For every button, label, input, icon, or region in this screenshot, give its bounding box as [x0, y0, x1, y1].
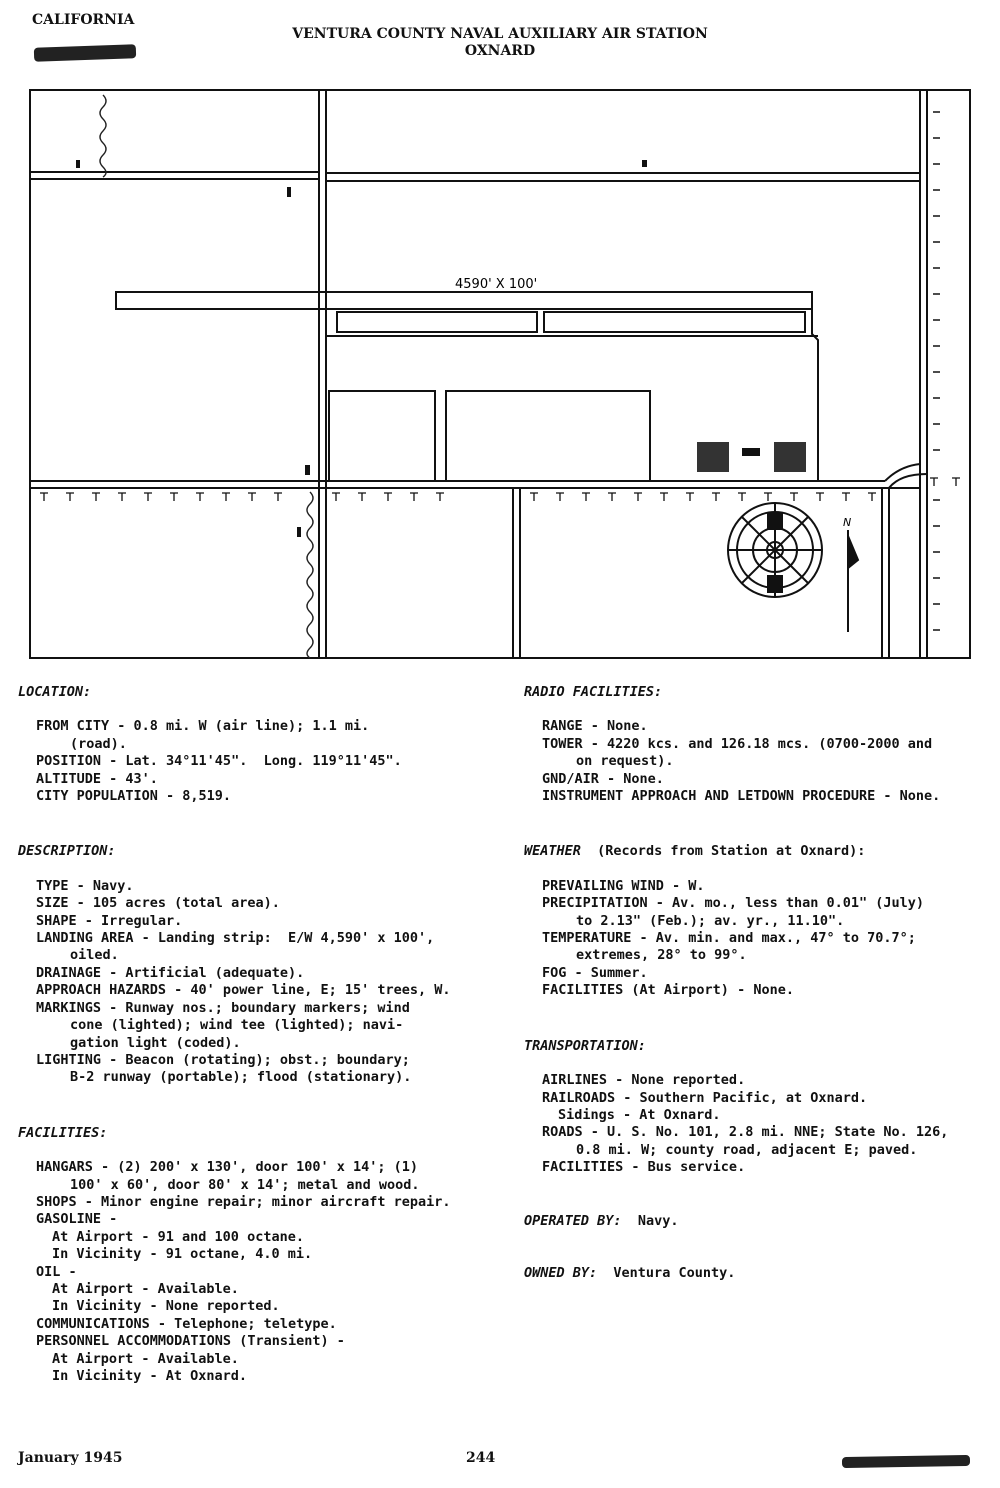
- facilities-line: 100' x 60', door 80' x 14'; metal and wood.: [70, 1176, 420, 1193]
- facilities-section: [36, 1159, 498, 1385]
- facilities-line: OIL -: [36, 1263, 77, 1280]
- north-label: N: [843, 516, 852, 529]
- radio-line: RANGE - None.: [542, 718, 648, 735]
- facilities-line: In Vicinity - 91 octane, 4.0 mi.: [52, 1246, 313, 1263]
- facilities-line: GASOLINE -: [36, 1211, 118, 1228]
- title-line-2: OXNARD: [464, 43, 536, 59]
- hangar: [697, 442, 729, 472]
- page-number: 244: [466, 1450, 496, 1466]
- location-section: [36, 718, 498, 805]
- transportation-line: AIRLINES - None reported.: [542, 1072, 746, 1089]
- facilities-line: HANGARS - (2) 200' x 130', door 100' x 14'; (1): [36, 1159, 419, 1176]
- facilities-line: At Airport - Available.: [52, 1350, 239, 1367]
- description-line: cone (lighted); wind tee (lighted); navi-: [70, 1017, 404, 1034]
- transportation-line: 0.8 mi. W; county road, adjacent E; paved.: [576, 1141, 918, 1158]
- transportation-heading: TRANSPORTATION:: [524, 1037, 646, 1054]
- radio-line: GND/AIR - None.: [542, 770, 664, 787]
- weather-line: FOG - Summer.: [542, 964, 648, 981]
- description-line: LANDING AREA - Landing strip: E/W 4,590' x 100',: [36, 930, 435, 947]
- description-line: TYPE - Navy.: [36, 877, 134, 894]
- transportation-line: Sidings - At Oxnard.: [558, 1106, 721, 1123]
- facilities-line: PERSONNEL ACCOMMODATIONS (Transient) -: [36, 1333, 345, 1350]
- radio-line: on request).: [576, 753, 674, 770]
- transportation-line: ROADS - U. S. No. 101, 2.8 mi. NNE; State No. 126,: [542, 1124, 949, 1141]
- title-line-1: VENTURA COUNTY NAVAL AUXILIARY AIR STATION: [292, 26, 708, 42]
- radio-line: TOWER - 4220 kcs. and 126.18 mcs. (0700-2000 and: [542, 735, 933, 752]
- weather-line: FACILITIES (At Airport) - None.: [542, 982, 794, 999]
- operated-heading: OPERATED BY:: [524, 1212, 622, 1229]
- owned-by: [524, 1265, 994, 1282]
- owned-value: Ventura County.: [613, 1264, 736, 1281]
- redaction-mark-bottom: [842, 1455, 970, 1468]
- description-line: DRAINAGE - Artificial (adequate).: [36, 964, 305, 981]
- description-line: oiled.: [70, 947, 119, 964]
- location-heading: LOCATION:: [18, 684, 92, 700]
- description-line: gation light (coded).: [70, 1034, 241, 1051]
- runway: [116, 292, 812, 309]
- description-line: B-2 runway (portable); flood (stationary).: [70, 1069, 412, 1086]
- operated-value: Navy.: [637, 1212, 679, 1229]
- weather-line: PRECIPITATION - Av. mo., less than 0.01" (July): [542, 895, 925, 912]
- power-line: [933, 112, 940, 630]
- runway-label: 4590' X 100': [455, 277, 538, 292]
- weather-heading-note: (Records from Station at Oxnard):: [597, 843, 866, 860]
- hangar: [774, 442, 806, 472]
- facilities-line: In Vicinity - At Oxnard.: [52, 1368, 248, 1384]
- description-section: [36, 878, 498, 1087]
- location-line: ALTITUDE - 43'.: [36, 770, 158, 787]
- weather-line: to 2.13" (Feb.); av. yr., 11.10".: [576, 912, 845, 929]
- weather-heading-label: WEATHER: [524, 843, 581, 860]
- weather-section: [542, 878, 994, 1000]
- location-line: CITY POPULATION - 8,519.: [36, 788, 232, 805]
- weather-heading: [524, 843, 994, 860]
- description-line: LIGHTING - Beacon (rotating); obst.; boundary;: [36, 1051, 410, 1068]
- left-column: [18, 684, 498, 1385]
- location-line: (road).: [70, 735, 127, 752]
- radio-section: [542, 718, 994, 805]
- right-column: [524, 684, 994, 1282]
- owned-heading: OWNED BY:: [524, 1264, 598, 1281]
- facilities-line: SHOPS - Minor engine repair; minor aircraft repair.: [36, 1193, 451, 1210]
- diagram-border: [30, 90, 970, 658]
- state-label: CALIFORNIA: [32, 12, 135, 28]
- weather-line: PREVAILING WIND - W.: [542, 877, 705, 894]
- facilities-line: COMMUNICATIONS - Telephone; teletype.: [36, 1315, 337, 1332]
- description-line: SHAPE - Irregular.: [36, 912, 183, 929]
- description-line: APPROACH HAZARDS - 40' power line, E; 15' trees, W.: [36, 982, 451, 999]
- description-line: SIZE - 105 acres (total area).: [36, 895, 280, 912]
- footer-date: January 1945: [18, 1450, 123, 1466]
- facilities-line: In Vicinity - None reported.: [52, 1298, 280, 1315]
- location-line: FROM CITY - 0.8 mi. W (air line); 1.1 mi.: [36, 718, 370, 735]
- location-line: POSITION - Lat. 34°11'45". Long. 119°11'45".: [36, 753, 402, 770]
- transportation-line: RAILROADS - Southern Pacific, at Oxnard.: [542, 1089, 868, 1106]
- operated-by: [524, 1213, 994, 1230]
- description-heading: DESCRIPTION:: [18, 843, 116, 860]
- facilities-line: At Airport - Available.: [52, 1280, 239, 1297]
- transportation-section: [542, 1072, 994, 1176]
- facilities-heading: FACILITIES:: [18, 1124, 108, 1141]
- weather-line: TEMPERATURE - Av. min. and max., 47° to 70.7°;: [542, 930, 916, 947]
- radio-heading: RADIO FACILITIES:: [524, 684, 663, 700]
- description-line: MARKINGS - Runway nos.; boundary markers; wind: [36, 999, 410, 1016]
- radio-line: INSTRUMENT APPROACH AND LETDOWN PROCEDURE - None.: [542, 788, 941, 805]
- facilities-line: At Airport - 91 and 100 octane.: [52, 1228, 304, 1245]
- transportation-line: FACILITIES - Bus service.: [542, 1159, 746, 1176]
- airport-diagram: [0, 0, 1000, 670]
- weather-line: extremes, 28° to 99°.: [576, 947, 747, 964]
